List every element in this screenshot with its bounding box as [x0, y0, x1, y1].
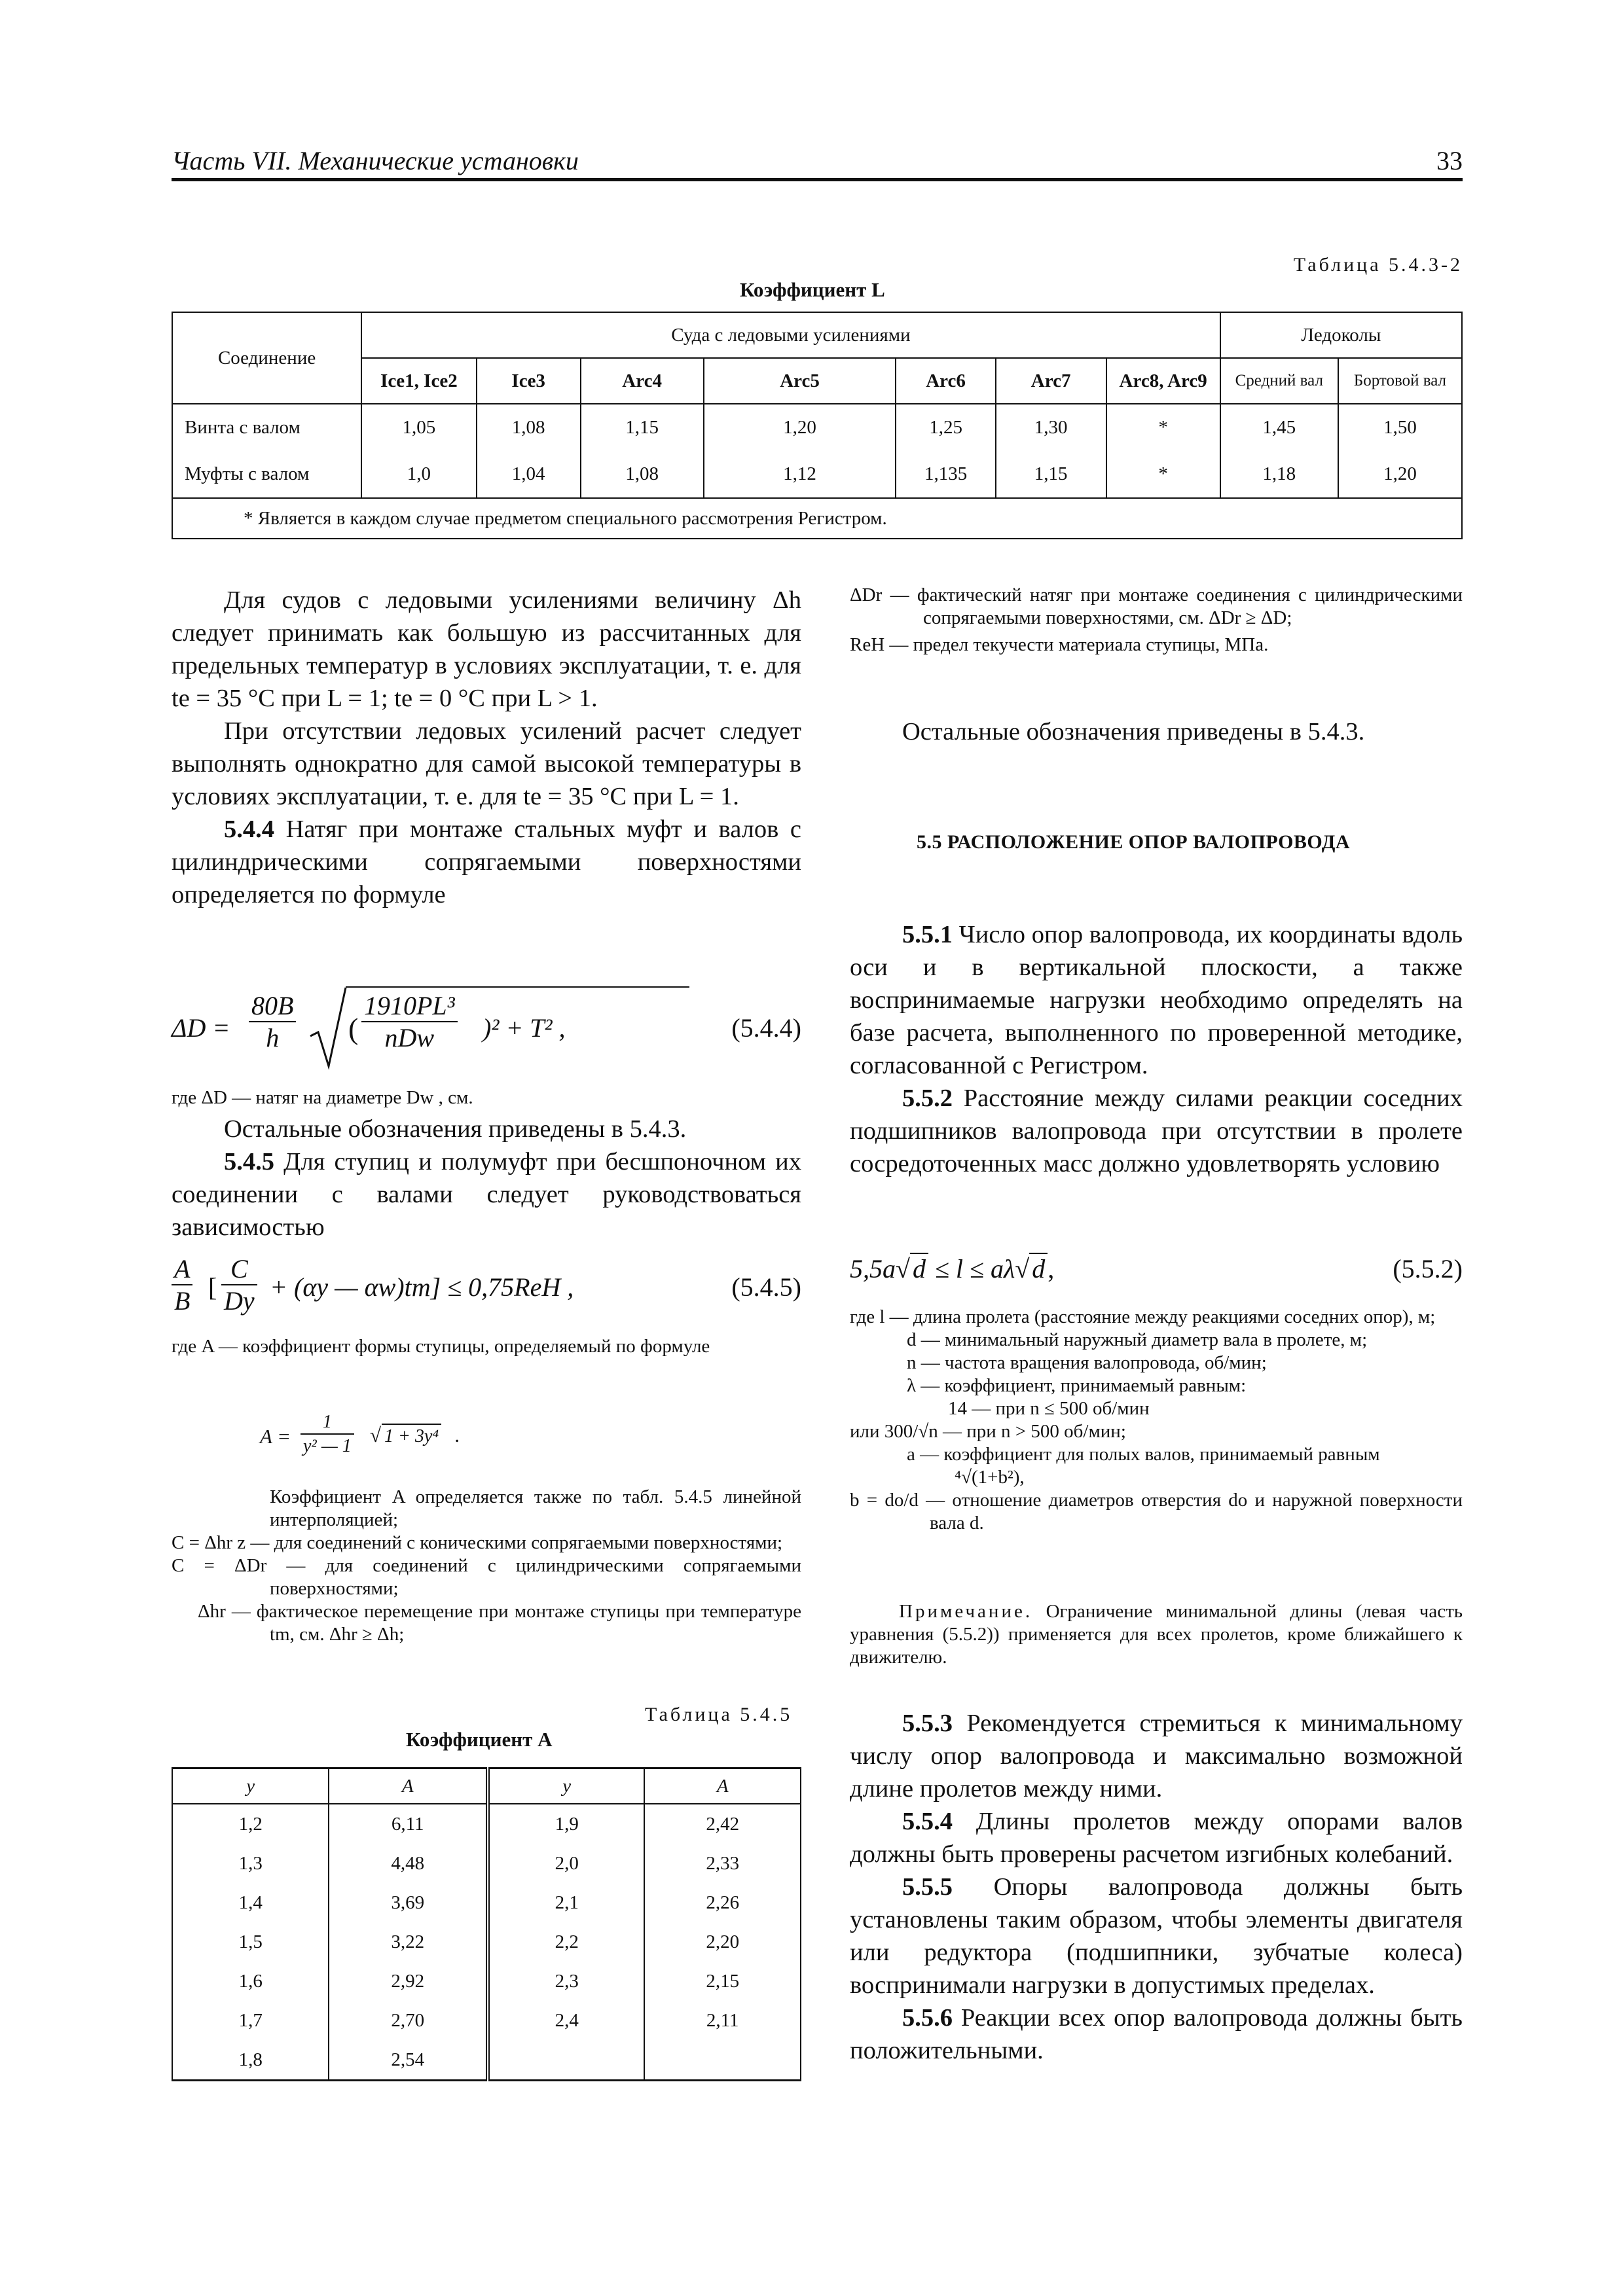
cell: 2,4	[488, 2001, 644, 2040]
subheader: Ice1, Ice2	[361, 358, 477, 404]
cell: *	[1106, 404, 1220, 451]
denominator: nDw	[384, 1023, 435, 1052]
radical-sign: √	[896, 1254, 910, 1283]
cell: 1,9	[488, 1804, 644, 1844]
cell: 1,05	[361, 404, 477, 451]
denominator: B	[174, 1286, 191, 1316]
clause-number: 5.4.5	[224, 1148, 274, 1175]
paragraph: Для судов с ледовыми усилениями величину Δh следует принимать как большую из рассчитанных для предельных температур в условиях эксплуатации, т. е. для te = 35 °C при L = 1; te = 0 °C при L > 1.	[172, 586, 801, 712]
note-text: Ограничение минимальной длины (левая часть уравнения (5.5.2)) применяется для всех пролетов, кроме ближайшего к движителю.	[850, 1601, 1463, 1668]
note	[850, 1600, 1463, 1669]
running-header-title: Часть VII. Механические установки	[172, 146, 579, 175]
table-A	[172, 1767, 801, 2081]
numerator: C	[221, 1253, 257, 1285]
definition: ΔDr — фактический натяг при монтаже соединения с цилиндрическими сопрягаемыми поверхностями, см. ΔDr ≥ ΔD;	[850, 584, 1463, 628]
subheader: Arc7	[996, 358, 1106, 404]
cell: 2,1	[488, 1883, 644, 1922]
cell: 1,20	[1338, 451, 1462, 498]
paragraph-5-5-5	[850, 1871, 1463, 2001]
header-icebreakers: Ледоколы	[1220, 312, 1462, 358]
clause-number: 5.5.5	[902, 1873, 953, 1901]
numerator: A	[172, 1253, 192, 1285]
cell: 1,25	[896, 404, 995, 451]
paragraph: При отсутствии ледовых усилений расчет следует выполнять однократно для самой высокой температуры в условиях эксплуатации, т. е. для te = 35 °C при L = 1.	[172, 717, 801, 810]
clause-text: Для ступиц и полумуфт при бесшпоночном их соединении с валами следует руководствоваться зависимостью	[172, 1148, 801, 1241]
fraction	[301, 1410, 354, 1458]
paragraph-5-4-4	[172, 813, 801, 911]
cell: 1,12	[704, 451, 896, 498]
definition: λ — коэффициент, принимаемый равным:	[907, 1375, 1247, 1396]
clause-number: 5.5.3	[902, 1710, 953, 1737]
cell: 2,26	[644, 1883, 801, 1922]
table-A-caption: Таблица 5.4.5	[645, 1704, 793, 1725]
clause-text: Реакции всех опор валопровода должны быть положительными.	[850, 2004, 1463, 2064]
formula-part: ≤ l ≤ aλ	[934, 1254, 1015, 1283]
col-header-A: A	[644, 1768, 801, 1804]
paragraph-5-5-1	[850, 918, 1463, 1082]
formula-end: .	[455, 1424, 460, 1446]
cell: 2,70	[329, 2001, 488, 2040]
clause-text: Опоры валопровода должны быть установлены таким образом, чтобы элементы двигателя или редуктора (подшипники, зубчатые колеса) воспринимали нагрузки в допустимых пределах.	[850, 1873, 1463, 1999]
numerator: 1	[301, 1410, 354, 1435]
clause-number: 5.5.4	[902, 1808, 953, 1835]
formula-5-4-5	[172, 1253, 801, 1325]
cell: 1,08	[477, 404, 581, 451]
definition: где A — коэффициент формы ступицы, определяемый по формуле	[172, 1336, 710, 1357]
left-column-2	[172, 1113, 801, 1244]
cell: 3,69	[329, 1883, 488, 1922]
cell: 2,3	[488, 1962, 644, 2001]
clause-text: Длины пролетов между опорами валов должны быть проверены расчетом изгибных колебаний.	[850, 1808, 1463, 1868]
cell: 1,18	[1220, 451, 1338, 498]
equation-number: (5.5.2)	[1393, 1254, 1463, 1283]
subheader: Ice3	[477, 358, 581, 404]
header-ice-ships: Суда с ледовыми усилениями	[361, 312, 1220, 358]
table-footnote: * Является в каждом случае предметом специального рассмотрения Регистром.	[172, 498, 1462, 539]
definition: a — коэффициент для полых валов, принимаемый равным	[907, 1444, 1380, 1465]
paragraph-5-5-3	[850, 1707, 1463, 1805]
cell: 1,45	[1220, 404, 1338, 451]
paragraph: Остальные обозначения приведены в 5.4.3.	[224, 1115, 687, 1143]
definition: ⁴√(1+b²),	[955, 1467, 1025, 1488]
cell: 2,42	[644, 1804, 801, 1844]
cell	[644, 2040, 801, 2081]
numerator: 80B	[249, 990, 296, 1022]
table-row	[172, 1883, 801, 1922]
definition: где l — длина пролета (расстояние между реакциями соседних опор), м;	[850, 1306, 1436, 1327]
formula-tail: )² + T² ,	[483, 1013, 566, 1043]
cell: 4,48	[329, 1844, 488, 1883]
bracket: [	[208, 1272, 217, 1302]
right-column	[850, 918, 1463, 1180]
cell: 1,20	[704, 404, 896, 451]
header-rule	[172, 178, 1463, 181]
fraction	[361, 990, 458, 1053]
where-dD: где ΔD — натяг на диаметре Dw , см.	[172, 1087, 473, 1108]
paragraph-5-5-2	[850, 1082, 1463, 1180]
fraction	[172, 1253, 192, 1316]
left-column	[172, 584, 801, 911]
cell: 1,30	[996, 404, 1106, 451]
right-definitions	[850, 584, 1463, 656]
note-label: Примечание.	[899, 1601, 1033, 1622]
cell: 1,5	[172, 1922, 329, 1962]
definition: 14 — при n ≤ 500 об/мин	[948, 1398, 1150, 1419]
subheader: Arc8, Arc9	[1106, 358, 1220, 404]
table-row	[172, 404, 1462, 451]
table-row	[172, 1922, 801, 1962]
formula-lhs: ΔD =	[172, 1013, 230, 1043]
definition: b = do/d — отношение диаметров отверстия do и наружной поверхности вала d.	[850, 1490, 1463, 1534]
clause-number: 5.4.4	[224, 816, 274, 843]
table-L	[172, 312, 1463, 539]
cell: 1,8	[172, 2040, 329, 2081]
cell: 1,6	[172, 1962, 329, 2001]
right-paragraph	[850, 715, 1463, 748]
cell: 6,11	[329, 1804, 488, 1844]
right-column-2	[850, 1707, 1463, 2067]
radical-bar	[346, 986, 689, 988]
formula-A	[260, 1410, 460, 1463]
equation-number: (5.4.4)	[731, 1013, 801, 1043]
definition: или 300/√n — при n > 500 об/мин;	[850, 1421, 1126, 1442]
cell: 1,135	[896, 451, 995, 498]
radical-sign	[309, 985, 348, 1070]
subheader: Arc4	[581, 358, 704, 404]
cell: 1,08	[581, 451, 704, 498]
clause-text: Натяг при монтаже стальных муфт и валов с цилиндрическими сопрягаемыми поверхностями определяется по формуле	[172, 816, 801, 908]
table-row	[172, 2040, 801, 2081]
paragraph-5-5-4	[850, 1805, 1463, 1871]
col-header-y: y	[488, 1768, 644, 1804]
definition: Δhr — фактическое перемещение при монтаже ступицы при температуре tm, см. Δhr ≥ Δh;	[198, 1601, 801, 1645]
cell: 2,11	[644, 2001, 801, 2040]
denominator: h	[266, 1023, 280, 1052]
definition: n — частота вращения валопровода, об/мин;	[907, 1352, 1267, 1373]
row-label: Винта с валом	[172, 404, 361, 451]
clause-text: Рекомендуется стремиться к минимальному числу опор валопровода и максимально возможной длине пролетов между ними.	[850, 1710, 1463, 1803]
clause-number: 5.5.2	[902, 1085, 953, 1112]
cell: 1,0	[361, 451, 477, 498]
formula-lhs: A =	[260, 1425, 291, 1448]
table-A-title: Коэффициент A	[406, 1728, 553, 1751]
table-row	[172, 1844, 801, 1883]
table-row	[172, 451, 1462, 498]
table-L-caption: Таблица 5.4.3-2	[1293, 254, 1463, 276]
page-number: 33	[1436, 146, 1463, 175]
denominator: Dy	[224, 1286, 255, 1316]
formula-body: + (αy — αw)tm] ≤ 0,75ReH ,	[270, 1272, 574, 1302]
equation-number: (5.4.5)	[731, 1272, 801, 1302]
cell: 1,2	[172, 1804, 329, 1844]
fraction	[249, 990, 296, 1053]
formula-5-5-2	[850, 1253, 1463, 1293]
clause-text: Расстояние между силами реакции соседних подшипников валопровода при отсутствии в пролете сосредоточенных масс должно удовлетворять условию	[850, 1085, 1463, 1177]
row-label: Муфты с валом	[172, 451, 361, 498]
cell: 1,04	[477, 451, 581, 498]
cell: 2,0	[488, 1844, 644, 1883]
definition: ReH — предел текучести материала ступицы, МПа.	[850, 634, 1269, 655]
formula-end: ,	[1048, 1254, 1055, 1283]
paren: (	[348, 1012, 359, 1045]
cell: 1,3	[172, 1844, 329, 1883]
table-L-title: Коэффициент L	[740, 278, 885, 301]
definitions-5-4-5	[172, 1335, 801, 1646]
formula-5-4-4	[172, 985, 801, 1077]
formula-part: 5,5a	[850, 1254, 896, 1283]
numerator: 1910PL³	[361, 990, 458, 1022]
table-row	[172, 2001, 801, 2040]
header-connection: Соединение	[172, 312, 361, 404]
col-header-y: y	[172, 1768, 329, 1804]
clause-number: 5.5.1	[902, 921, 953, 948]
subheader: Средний вал	[1220, 358, 1338, 404]
radical-sign: √	[1015, 1254, 1030, 1283]
cell: 1,7	[172, 2001, 329, 2040]
table-row	[172, 1804, 801, 1844]
definition: C = ΔDr — для соединений с цилиндрическими сопрягаемыми поверхностями;	[172, 1555, 801, 1599]
table-row	[172, 1962, 801, 2001]
cell: *	[1106, 451, 1220, 498]
clause-text: Число опор валопровода, их координаты вдоль оси и в вертикальной плоскости, а также воспринимаемые нагрузки необходимо определять на базе расчета, выполненного по проверенной методике, согласованной с Регистром.	[850, 921, 1463, 1079]
cell	[488, 2040, 644, 2081]
cell: 1,50	[1338, 404, 1462, 451]
subheader: Бортовой вал	[1338, 358, 1462, 404]
subheader: Arc6	[896, 358, 995, 404]
cell: 1,15	[996, 451, 1106, 498]
cell: 2,15	[644, 1962, 801, 2001]
definition: d — минимальный наружный диаметр вала в пролете, м;	[907, 1329, 1368, 1350]
subheader: Arc5	[704, 358, 896, 404]
radicand: 1 + 3y⁴	[382, 1424, 441, 1448]
definition: C = Δhr z — для соединений с коническими сопрягаемыми поверхностями;	[172, 1532, 783, 1553]
cell: 3,22	[329, 1922, 488, 1962]
paragraph-5-4-5	[172, 1145, 801, 1244]
radical-sign: √	[370, 1424, 382, 1446]
cell: 2,33	[644, 1844, 801, 1883]
col-header-A: A	[329, 1768, 488, 1804]
denominator: y² — 1	[303, 1436, 352, 1456]
definition: Коэффициент A определяется также по табл. 5.4.5 линейной интерполяцией;	[270, 1486, 801, 1530]
cell: 2,20	[644, 1922, 801, 1962]
fraction	[221, 1253, 257, 1316]
cell: 2,54	[329, 2040, 488, 2081]
radicand: d	[1029, 1253, 1048, 1283]
cell: 2,92	[329, 1962, 488, 2001]
paragraph-5-5-6	[850, 2001, 1463, 2067]
section-heading: 5.5 РАСПОЛОЖЕНИЕ ОПОР ВАЛОПРОВОДА	[917, 831, 1351, 853]
radicand: d	[910, 1253, 928, 1283]
clause-number: 5.5.6	[902, 2004, 953, 2032]
cell: 1,15	[581, 404, 704, 451]
where-5-5-2	[850, 1306, 1463, 1535]
cell: 1,4	[172, 1883, 329, 1922]
cell: 2,2	[488, 1922, 644, 1962]
paragraph: Остальные обозначения приведены в 5.4.3.	[902, 718, 1365, 745]
